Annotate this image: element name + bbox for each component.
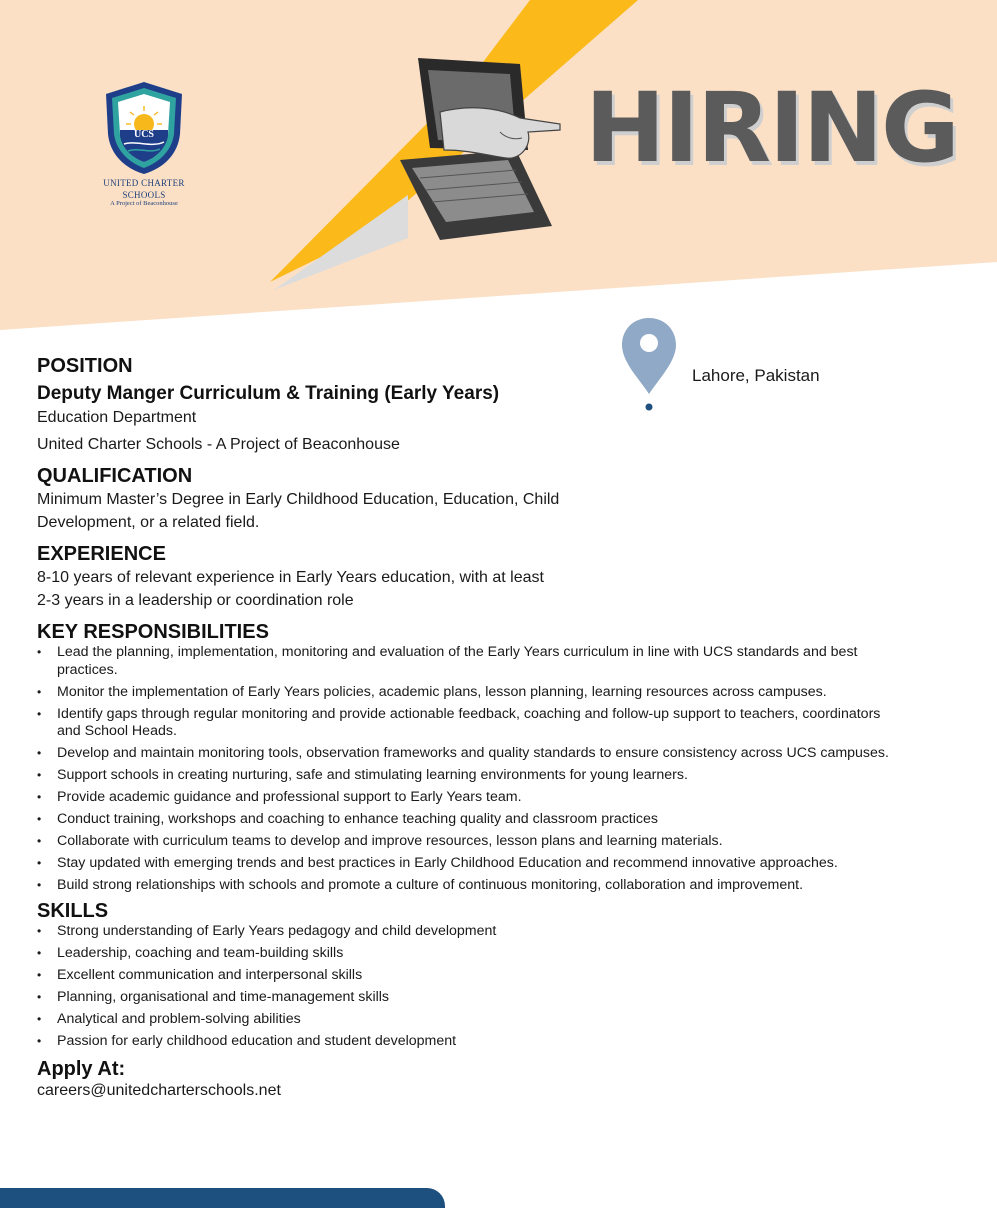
list-item: • Identify gaps through regular monitoring and provide actionable feedback, coaching and follow-up support to teachers, coordinators and School Heads. (37, 706, 897, 741)
list-item: • Planning, organisational and time-management skills (37, 989, 897, 1007)
list-item: • Analytical and problem-solving abilities (37, 1011, 897, 1029)
responsibilities-list (37, 644, 897, 895)
list-item: • Conduct training, workshops and coaching to enhance teaching quality and classroom practices (37, 811, 897, 829)
logo-badge-text: UCS (133, 129, 155, 140)
list-item: • Excellent communication and interpersonal skills (37, 967, 897, 985)
logo-name-line1: UNITED CHARTER (103, 178, 185, 188)
hiring-title: HIRING (585, 72, 958, 184)
list-item: • Build strong relationships with schools and promote a culture of continuous monitoring, collaboration and improvement. (37, 877, 897, 895)
experience-line1: 8-10 years of relevant experience in Early Years education, with at least (37, 569, 544, 586)
apply-heading: Apply At: (37, 1057, 126, 1080)
qualification-heading: QUALIFICATION (37, 465, 193, 487)
position-department: Education Department (37, 409, 197, 426)
ucs-logo (94, 80, 194, 208)
logo-name-line2: SCHOOLS (122, 190, 166, 200)
list-item: • Develop and maintain monitoring tools, observation frameworks and quality standards to ensure consistency across UCS campuses. (37, 745, 897, 763)
list-item: • Lead the planning, implementation, monitoring and evaluation of the Early Years curriculum in line with UCS standards and best practices. (37, 644, 897, 679)
list-item: • Monitor the implementation of Early Years policies, academic plans, lesson planning, learning resources across campuses. (37, 684, 897, 702)
position-heading: POSITION (37, 355, 133, 377)
job-details (37, 354, 897, 1101)
experience-line2: 2-3 years in a leadership or coordination role (37, 592, 354, 609)
qualification-line2: Development, or a related field. (37, 514, 260, 531)
list-item: • Leadership, coaching and team-building skills (37, 945, 897, 963)
apply-email-link[interactable]: careers@unitedcharterschools.net (37, 1081, 281, 1099)
list-item: • Passion for early childhood education and student development (37, 1033, 897, 1051)
qualification-line1: Minimum Master’s Degree in Early Childhood Education, Education, Child (37, 491, 560, 508)
location-text: Lahore, Pakistan (692, 366, 820, 385)
footer-bar (0, 1188, 445, 1208)
list-item: • Strong understanding of Early Years pedagogy and child development (37, 923, 897, 941)
skills-list (37, 923, 897, 1051)
logo-tagline: A Project of Beaconhouse (110, 200, 178, 207)
shield-crest-icon (102, 80, 186, 176)
responsibilities-heading: KEY RESPONSIBILITIES (37, 621, 269, 643)
list-item: • Provide academic guidance and professional support to Early Years team. (37, 789, 897, 807)
skills-heading: SKILLS (37, 900, 109, 922)
position-organization: United Charter Schools - A Project of Beaconhouse (37, 436, 400, 453)
list-item: • Stay updated with emerging trends and best practices in Early Childhood Education and recommend innovative approaches. (37, 855, 897, 873)
list-item: • Collaborate with curriculum teams to develop and improve resources, lesson plans and learning materials. (37, 833, 897, 851)
list-item: • Support schools in creating nurturing, safe and stimulating learning environments for young learners. (37, 767, 897, 785)
experience-heading: EXPERIENCE (37, 543, 166, 565)
position-role: Deputy Manger Curriculum & Training (Early Years) (37, 383, 500, 404)
